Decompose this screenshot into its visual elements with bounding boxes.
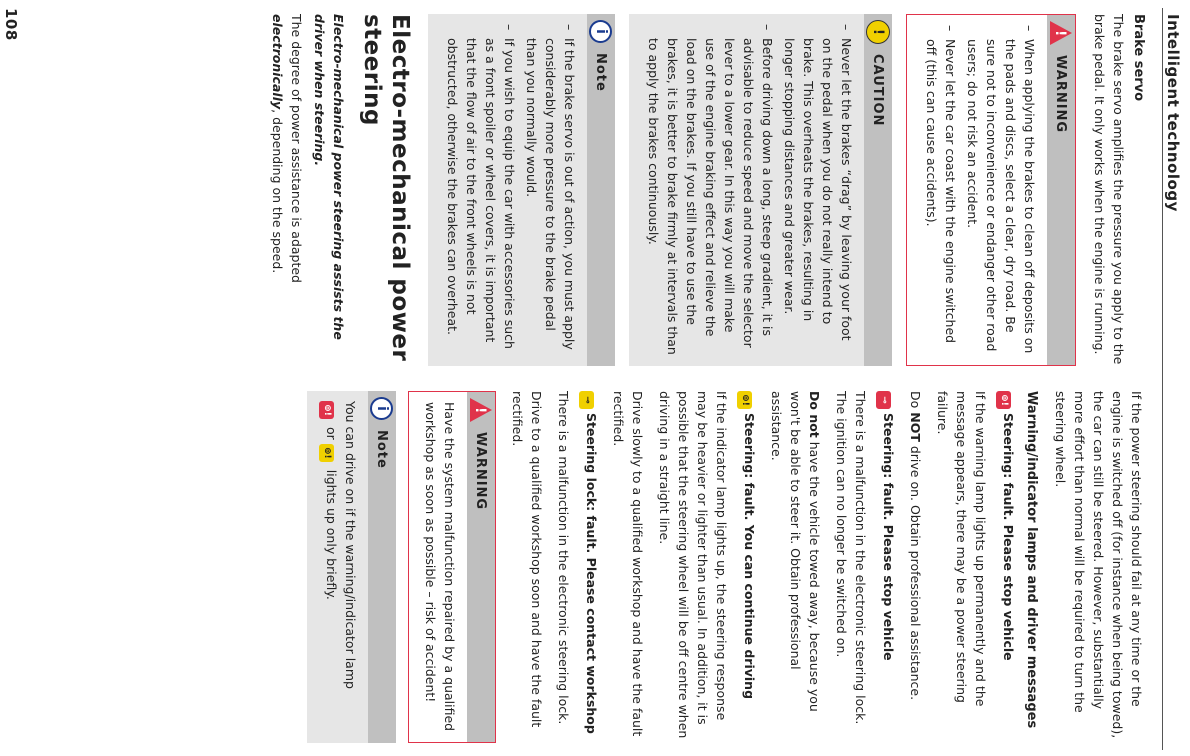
power-steering-intro: Electro-mechanical power steering assists the driver when steering. — [312, 14, 346, 340]
message-text: There is a malfunction in the electronic steering lock. The ignition can no longer be switched on. — [834, 391, 868, 725]
list-item: – When applying the brakes to clean off deposits on the pads and discs, select a clear, dry road. Be sure not to inconvenience or endanger other road users; do not risk an accident. — [963, 25, 1039, 355]
message-text: There is a malfunction in the electronic steering lock. — [556, 391, 571, 725]
power-steering-failure-text: If the power steering should fail at any time or the engine is switched off (for instance when being towed), the car can still be steered. However, substantially more effort than normal will be required to turn the steering wheel. — [1053, 391, 1144, 739]
warning-header — [467, 392, 495, 742]
message-text: Drive to a qualified workshop soon and have the fault rectified. — [510, 391, 544, 728]
steering-red-lamp-icon: ⊚! — [319, 401, 334, 419]
left-column — [268, 14, 1146, 366]
steering-red-lamp-icon: ⊚! — [996, 391, 1011, 409]
message-heading: ⊸Steering: fault. Please stop vehicle — [876, 391, 898, 743]
warning-box-2 — [408, 391, 496, 743]
message-heading: ⊸Steering lock: fault. Please contact workshop — [579, 391, 601, 743]
list-item: – Never let the car coast with the engine switched off (this can cause accidents). — [922, 25, 960, 355]
info-icon: i — [590, 20, 613, 43]
warning-text: Have the system malfunction repaired by a qualified workshop as soon as possible – risk of accident! — [423, 402, 457, 732]
steering-lock-yellow-lamp-icon: ⊸ — [579, 391, 594, 409]
power-steering-title: Electro-mechanical power steering — [359, 14, 413, 362]
caution-icon: ! — [866, 20, 890, 44]
caution-box — [629, 14, 892, 366]
warning-triangle-icon: ! — [1050, 21, 1072, 45]
caution-label: CAUTION — [870, 54, 886, 127]
list-item: – Before driving down a long, steep gradient, it is advisable to reduce speed and move the selector lever to a lower gear. In this way you will make use of the engine braking effect and relieve the load on the brakes. If you still have to use the brakes, it is better to brake firmly at intervals than to apply the brakes continuously. — [644, 24, 777, 356]
caution-header — [864, 14, 892, 366]
page-number: 108 — [2, 8, 20, 41]
note-list — [443, 24, 579, 356]
note-label: Note — [374, 430, 390, 469]
warning-triangle-icon: ! — [470, 398, 492, 422]
message-text: If the indicator lamp lights up, the steering response may be heavier or lighter than usual. In addition, it is possible that the steering wheel will be off centre when driving in a straight line. — [657, 391, 729, 739]
brake-servo-text: The brake servo amplifies the pressure you apply to the brake pedal. It only works when the engine is running. — [1092, 14, 1126, 365]
running-head: Intelligent technology — [1164, 14, 1182, 212]
info-icon: i — [371, 397, 394, 420]
note-text: You can drive on if the warning/indicator lamp ⊚! or ⊚! lights up only briefly. — [307, 391, 368, 743]
right-column — [307, 391, 1146, 743]
header-rule — [1162, 8, 1163, 750]
steering-lock-red-lamp-icon: ⊸ — [876, 391, 891, 409]
message-heading: ⊚!Steering: fault. You can continue driving — [737, 391, 759, 743]
warning-label: WARNING — [1053, 55, 1069, 134]
list-item: – If the brake servo is out of action, you must apply considerably more pressure to the brake pedal than you normally would. — [522, 24, 579, 356]
note-header — [368, 391, 396, 743]
warning-box — [906, 14, 1076, 366]
note-header — [587, 14, 615, 366]
list-item: – If you wish to equip the car with accessories such as a front spoiler or wheel covers, it is important that the flow of air to the front wheels is not obstructed, otherwise the brakes can overheat. — [443, 24, 519, 356]
list-item: – Never let the brakes “drag” by leaving your foot on the pedal when you do not really intend to brake. This overheats the brakes, resulting in longer stopping distances and greater wear. — [780, 24, 856, 356]
note-label: Note — [593, 53, 609, 92]
warning-lamps-title: Warning/indicator lamps and driver messages — [1024, 391, 1039, 729]
message-heading: ⊚!Steering: fault. Please stop vehicle — [996, 391, 1018, 743]
caution-list — [644, 24, 856, 356]
note-box-2 — [307, 391, 396, 743]
message-text: If the warning lamp lights up permanently and the message appears, there may be a power steering failure. — [935, 391, 988, 707]
message-action: Do not have the vehicle towed away, because you won't be able to steer it. Obtain professional assistance. — [769, 391, 822, 712]
steering-yellow-lamp-icon: ⊚! — [319, 444, 334, 462]
power-steering-text: The degree of power assistance is adapted electronically, depending on the speed. — [270, 14, 304, 283]
steering-yellow-lamp-icon: ⊚! — [737, 391, 752, 409]
warning-header — [1047, 15, 1075, 365]
note-box — [428, 14, 615, 366]
brake-servo-title: Brake servo — [1131, 14, 1146, 102]
message-action: Do NOT drive on. Obtain professional assistance. — [908, 391, 923, 701]
warning-label: WARNING — [473, 432, 489, 511]
warning-list — [922, 25, 1039, 355]
message-text: Drive slowly to a qualified workshop and have the fault rectified. — [611, 391, 645, 737]
